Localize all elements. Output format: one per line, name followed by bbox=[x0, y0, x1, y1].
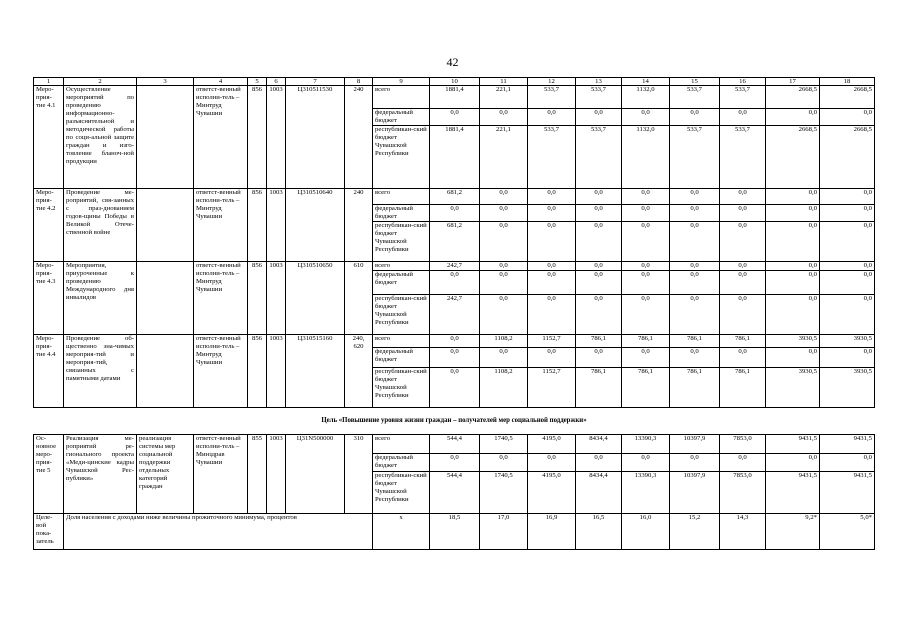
amount-cell: 0,0 bbox=[576, 295, 622, 335]
amount-cell: 0,0 bbox=[480, 454, 528, 472]
amount-cell: 1132,0 bbox=[622, 126, 670, 189]
amount-cell: 0,0 bbox=[480, 189, 528, 205]
csr-code: Ц310510640 bbox=[286, 189, 345, 262]
event-name: Проведение ме-роприятий, свя-занных с праз-днованием годов-щины Победы в Великой Отече-ственной войне bbox=[64, 189, 137, 262]
amount-cell: 2668,5 bbox=[820, 126, 875, 189]
event-goal bbox=[137, 335, 194, 408]
amount-cell: 8434,4 bbox=[576, 435, 622, 454]
amount-cell: 0,0 bbox=[430, 335, 480, 348]
column-number: 1 bbox=[34, 78, 64, 86]
amount-cell: 1881,4 bbox=[430, 86, 480, 109]
goal-title: Цель «Повышение уровня жизни граждан – получателей мер социальной поддержки» bbox=[34, 408, 875, 435]
amount-cell: 786,1 bbox=[576, 335, 622, 348]
indicator-value: 9,2* bbox=[766, 514, 820, 550]
amount-cell: 3930,5 bbox=[820, 335, 875, 348]
amount-cell: 0,0 bbox=[820, 109, 875, 126]
amount-cell: 544,4 bbox=[430, 472, 480, 514]
column-number: 2 bbox=[64, 78, 137, 86]
csr-code: Ц310515160 bbox=[286, 335, 345, 408]
amount-cell: 0,0 bbox=[820, 205, 875, 222]
funding-source: республикан-ский бюджет Чувашской Республики bbox=[373, 126, 430, 189]
amount-cell: 0,0 bbox=[430, 271, 480, 295]
event-code: Меро-прия-тие 4.1 bbox=[34, 86, 64, 189]
amount-cell: 242,7 bbox=[430, 262, 480, 271]
column-number: 13 bbox=[576, 78, 622, 86]
amount-cell: 0,0 bbox=[720, 262, 766, 271]
amount-cell: 1152,7 bbox=[528, 335, 576, 348]
funding-source: всего bbox=[373, 262, 430, 271]
amount-cell: 10397,9 bbox=[670, 435, 720, 454]
amount-cell: 9431,5 bbox=[820, 435, 875, 454]
funding-source: всего bbox=[373, 335, 430, 348]
amount-cell: 0,0 bbox=[670, 348, 720, 368]
table-row bbox=[34, 335, 875, 348]
amount-cell: 533,7 bbox=[528, 86, 576, 109]
vr-code: 240 bbox=[345, 86, 373, 189]
funding-source: федеральный бюджет bbox=[373, 348, 430, 368]
rzpr-code: 1003 bbox=[267, 189, 286, 262]
amount-cell: 0,0 bbox=[528, 262, 576, 271]
amount-cell: 2668,5 bbox=[820, 86, 875, 109]
table-row bbox=[34, 262, 875, 271]
amount-cell: 7853,0 bbox=[720, 435, 766, 454]
amount-cell: 0,0 bbox=[480, 271, 528, 295]
amount-cell: 0,0 bbox=[622, 189, 670, 205]
amount-cell: 0,0 bbox=[528, 454, 576, 472]
amount-cell: 3930,5 bbox=[766, 368, 820, 408]
header-row bbox=[34, 78, 875, 86]
amount-cell: 0,0 bbox=[720, 454, 766, 472]
amount-cell: 1740,5 bbox=[480, 435, 528, 454]
funding-source: федеральный бюджет bbox=[373, 454, 430, 472]
event-goal bbox=[137, 262, 194, 335]
amount-cell: 544,4 bbox=[430, 435, 480, 454]
amount-cell: 0,0 bbox=[670, 295, 720, 335]
amount-cell: 0,0 bbox=[576, 454, 622, 472]
amount-cell: 533,7 bbox=[576, 126, 622, 189]
amount-cell: 2668,5 bbox=[766, 126, 820, 189]
amount-cell: 0,0 bbox=[528, 348, 576, 368]
event-executor: ответст-венный исполни-тель – Минтруд Чувашии bbox=[194, 335, 248, 408]
rzpr-code: 1003 bbox=[267, 262, 286, 335]
column-number: 4 bbox=[194, 78, 248, 86]
amount-cell: 0,0 bbox=[430, 368, 480, 408]
indicator-value: 15,2 bbox=[670, 514, 720, 550]
amount-cell: 0,0 bbox=[430, 205, 480, 222]
amount-cell: 0,0 bbox=[820, 189, 875, 205]
csr-code: Ц310511530 bbox=[286, 86, 345, 189]
indicator-row bbox=[34, 514, 875, 550]
vr-code: 610 bbox=[345, 262, 373, 335]
amount-cell: 0,0 bbox=[720, 109, 766, 126]
column-number: 12 bbox=[528, 78, 576, 86]
table-row bbox=[34, 189, 875, 205]
column-number: 9 bbox=[373, 78, 430, 86]
amount-cell: 0,0 bbox=[720, 205, 766, 222]
grbs-code: 856 bbox=[248, 262, 267, 335]
funding-source: всего bbox=[373, 435, 430, 454]
amount-cell: 10397,9 bbox=[670, 472, 720, 514]
grbs-code: 856 bbox=[248, 189, 267, 262]
amount-cell: 0,0 bbox=[820, 348, 875, 368]
amount-cell: 0,0 bbox=[766, 454, 820, 472]
amount-cell: 0,0 bbox=[766, 348, 820, 368]
budget-table bbox=[33, 77, 875, 550]
amount-cell: 0,0 bbox=[430, 454, 480, 472]
amount-cell: 786,1 bbox=[622, 368, 670, 408]
amount-cell: 1132,0 bbox=[622, 86, 670, 109]
amount-cell: 0,0 bbox=[670, 271, 720, 295]
amount-cell: 0,0 bbox=[670, 189, 720, 205]
amount-cell: 1881,4 bbox=[430, 126, 480, 189]
table-row bbox=[34, 435, 875, 454]
amount-cell: 3930,5 bbox=[820, 368, 875, 408]
amount-cell: 0,0 bbox=[720, 222, 766, 262]
amount-cell: 0,0 bbox=[528, 271, 576, 295]
amount-cell: 533,7 bbox=[670, 126, 720, 189]
amount-cell: 0,0 bbox=[622, 271, 670, 295]
column-number: 10 bbox=[430, 78, 480, 86]
amount-cell: 0,0 bbox=[766, 222, 820, 262]
amount-cell: 0,0 bbox=[622, 262, 670, 271]
table-row bbox=[34, 86, 875, 109]
rzpr-code: 1003 bbox=[267, 335, 286, 408]
amount-cell: 0,0 bbox=[670, 109, 720, 126]
indicator-text: Доля населения с доходами ниже величины прожиточного минимума, процентов bbox=[64, 514, 373, 550]
amount-cell: 0,0 bbox=[480, 222, 528, 262]
amount-cell: 0,0 bbox=[622, 295, 670, 335]
rzpr-code: 1003 bbox=[267, 435, 286, 514]
amount-cell: 0,0 bbox=[766, 262, 820, 271]
event-code: Меро-прия-тие 4.2 bbox=[34, 189, 64, 262]
amount-cell: 4195,0 bbox=[528, 472, 576, 514]
column-number: 8 bbox=[345, 78, 373, 86]
funding-source: республикан-ский бюджет Чувашской Республики bbox=[373, 368, 430, 408]
column-number: 15 bbox=[670, 78, 720, 86]
amount-cell: 533,7 bbox=[576, 86, 622, 109]
amount-cell: 0,0 bbox=[622, 348, 670, 368]
vr-code: 240 bbox=[345, 189, 373, 262]
amount-cell: 786,1 bbox=[670, 368, 720, 408]
event-executor: ответст-венный исполни-тель – Минтруд Чувашии bbox=[194, 189, 248, 262]
funding-source: республикан-ский бюджет Чувашской Республики bbox=[373, 472, 430, 514]
amount-cell: 1108,2 bbox=[480, 335, 528, 348]
event-code: Меро-прия-тие 4.4 bbox=[34, 335, 64, 408]
indicator-value: 17,0 bbox=[480, 514, 528, 550]
event-code: Меро-прия-тие 4.3 bbox=[34, 262, 64, 335]
csr-code: Ц310510650 bbox=[286, 262, 345, 335]
amount-cell: 0,0 bbox=[720, 295, 766, 335]
amount-cell: 533,7 bbox=[720, 86, 766, 109]
indicator-value: 16,9 bbox=[528, 514, 576, 550]
grbs-code: 856 bbox=[248, 86, 267, 189]
amount-cell: 786,1 bbox=[576, 368, 622, 408]
amount-cell: 13390,3 bbox=[622, 435, 670, 454]
amount-cell: 0,0 bbox=[480, 109, 528, 126]
event-goal bbox=[137, 86, 194, 189]
amount-cell: 0,0 bbox=[480, 295, 528, 335]
csr-code: Ц31N500000 bbox=[286, 435, 345, 514]
funding-source: республикан-ский бюджет Чувашской Республики bbox=[373, 222, 430, 262]
amount-cell: 0,0 bbox=[820, 454, 875, 472]
amount-cell: 0,0 bbox=[820, 262, 875, 271]
funding-source: федеральный бюджет bbox=[373, 205, 430, 222]
rzpr-code: 1003 bbox=[267, 86, 286, 189]
amount-cell: 242,7 bbox=[430, 295, 480, 335]
amount-cell: 1152,7 bbox=[528, 368, 576, 408]
amount-cell: 0,0 bbox=[766, 109, 820, 126]
amount-cell: 681,2 bbox=[430, 189, 480, 205]
amount-cell: 533,7 bbox=[720, 126, 766, 189]
indicator-value: 18,5 bbox=[430, 514, 480, 550]
column-number: 17 bbox=[766, 78, 820, 86]
vr-code: 310 bbox=[345, 435, 373, 514]
amount-cell: 0,0 bbox=[670, 262, 720, 271]
amount-cell: 0,0 bbox=[670, 222, 720, 262]
column-number: 3 bbox=[137, 78, 194, 86]
amount-cell: 0,0 bbox=[480, 262, 528, 271]
indicator-value: 14,3 bbox=[720, 514, 766, 550]
grbs-code: 855 bbox=[248, 435, 267, 514]
indicator-value: 16,0 bbox=[622, 514, 670, 550]
amount-cell: 13390,3 bbox=[622, 472, 670, 514]
amount-cell: 3930,5 bbox=[766, 335, 820, 348]
amount-cell: 8434,4 bbox=[576, 472, 622, 514]
amount-cell: 0,0 bbox=[576, 262, 622, 271]
funding-source: всего bbox=[373, 189, 430, 205]
funding-source: федеральный бюджет bbox=[373, 271, 430, 295]
amount-cell: 0,0 bbox=[576, 222, 622, 262]
amount-cell: 533,7 bbox=[528, 126, 576, 189]
amount-cell: 9431,5 bbox=[820, 472, 875, 514]
amount-cell: 0,0 bbox=[430, 348, 480, 368]
amount-cell: 0,0 bbox=[480, 348, 528, 368]
amount-cell: 0,0 bbox=[670, 205, 720, 222]
amount-cell: 221,1 bbox=[480, 86, 528, 109]
amount-cell: 9431,5 bbox=[766, 435, 820, 454]
amount-cell: 0,0 bbox=[622, 205, 670, 222]
amount-cell: 1740,5 bbox=[480, 472, 528, 514]
amount-cell: 0,0 bbox=[766, 205, 820, 222]
goal-row bbox=[34, 408, 875, 435]
funding-source: республикан-ский бюджет Чувашской Республики bbox=[373, 295, 430, 335]
amount-cell: 0,0 bbox=[820, 222, 875, 262]
amount-cell: 0,0 bbox=[576, 348, 622, 368]
amount-cell: 0,0 bbox=[576, 189, 622, 205]
amount-cell: 0,0 bbox=[820, 271, 875, 295]
amount-cell: 7853,0 bbox=[720, 472, 766, 514]
amount-cell: 0,0 bbox=[528, 205, 576, 222]
amount-cell: 533,7 bbox=[670, 86, 720, 109]
amount-cell: 4195,0 bbox=[528, 435, 576, 454]
amount-cell: 786,1 bbox=[622, 335, 670, 348]
amount-cell: 1108,2 bbox=[480, 368, 528, 408]
amount-cell: 0,0 bbox=[766, 295, 820, 335]
amount-cell: 0,0 bbox=[622, 454, 670, 472]
amount-cell: 0,0 bbox=[766, 271, 820, 295]
amount-cell: 221,1 bbox=[480, 126, 528, 189]
event-code: Ос-новное меро-прия-тие 5 bbox=[34, 435, 64, 514]
vr-code: 240, 620 bbox=[345, 335, 373, 408]
indicator-x: х bbox=[373, 514, 430, 550]
amount-cell: 2668,5 bbox=[766, 86, 820, 109]
event-executor: ответст-венный исполни-тель – Минтруд Чувашии bbox=[194, 262, 248, 335]
amount-cell: 786,1 bbox=[720, 335, 766, 348]
event-name: Проведение об-щественно зна-чимых мероприя-тий и мероприя-тий, связанных с памятными датами bbox=[64, 335, 137, 408]
indicator-code: Целе-вой пока-затель bbox=[34, 514, 64, 550]
column-number: 16 bbox=[720, 78, 766, 86]
indicator-value: 16,5 bbox=[576, 514, 622, 550]
amount-cell: 0,0 bbox=[528, 295, 576, 335]
page-number: 42 bbox=[446, 55, 459, 69]
event-executor: ответст-венный исполни-тель – Минздрав Чувашии bbox=[194, 435, 248, 514]
amount-cell: 0,0 bbox=[820, 295, 875, 335]
amount-cell: 786,1 bbox=[670, 335, 720, 348]
amount-cell: 0,0 bbox=[528, 189, 576, 205]
amount-cell: 0,0 bbox=[430, 109, 480, 126]
event-executor: ответст-венный исполни-тель – Минтруд Чувашии bbox=[194, 86, 248, 189]
grbs-code: 856 bbox=[248, 335, 267, 408]
amount-cell: 0,0 bbox=[766, 189, 820, 205]
funding-source: федеральный бюджет bbox=[373, 109, 430, 126]
amount-cell: 0,0 bbox=[720, 189, 766, 205]
event-name: Мероприятия, приуроченные к проведению Международного дня инвалидов bbox=[64, 262, 137, 335]
event-goal bbox=[137, 189, 194, 262]
amount-cell: 9431,5 bbox=[766, 472, 820, 514]
amount-cell: 0,0 bbox=[576, 271, 622, 295]
amount-cell: 0,0 bbox=[670, 454, 720, 472]
column-number: 18 bbox=[820, 78, 875, 86]
amount-cell: 0,0 bbox=[480, 205, 528, 222]
column-number: 14 bbox=[622, 78, 670, 86]
column-number: 7 bbox=[286, 78, 345, 86]
amount-cell: 0,0 bbox=[720, 271, 766, 295]
event-name: Реализация ме-роприятий ре-гионального проекта «Меди-цинские кадры Чувашской Рес-публики» bbox=[64, 435, 137, 514]
amount-cell: 0,0 bbox=[622, 222, 670, 262]
event-goal: реализация системы мер социальной поддержки отдельных категорий граждан bbox=[137, 435, 194, 514]
amount-cell: 0,0 bbox=[576, 109, 622, 126]
amount-cell: 0,0 bbox=[622, 109, 670, 126]
column-number: 5 bbox=[248, 78, 267, 86]
column-number: 6 bbox=[267, 78, 286, 86]
amount-cell: 786,1 bbox=[720, 368, 766, 408]
amount-cell: 0,0 bbox=[528, 109, 576, 126]
amount-cell: 681,2 bbox=[430, 222, 480, 262]
amount-cell: 0,0 bbox=[576, 205, 622, 222]
amount-cell: 0,0 bbox=[528, 222, 576, 262]
event-name: Осуществление мероприятий по проведению информационно-разъяснительной и методической работы по соци-альной защите граждан и изго-товление бланоч-ной продукции bbox=[64, 86, 137, 189]
indicator-value: 5,0* bbox=[820, 514, 875, 550]
column-number: 11 bbox=[480, 78, 528, 86]
funding-source: всего bbox=[373, 86, 430, 109]
amount-cell: 0,0 bbox=[720, 348, 766, 368]
